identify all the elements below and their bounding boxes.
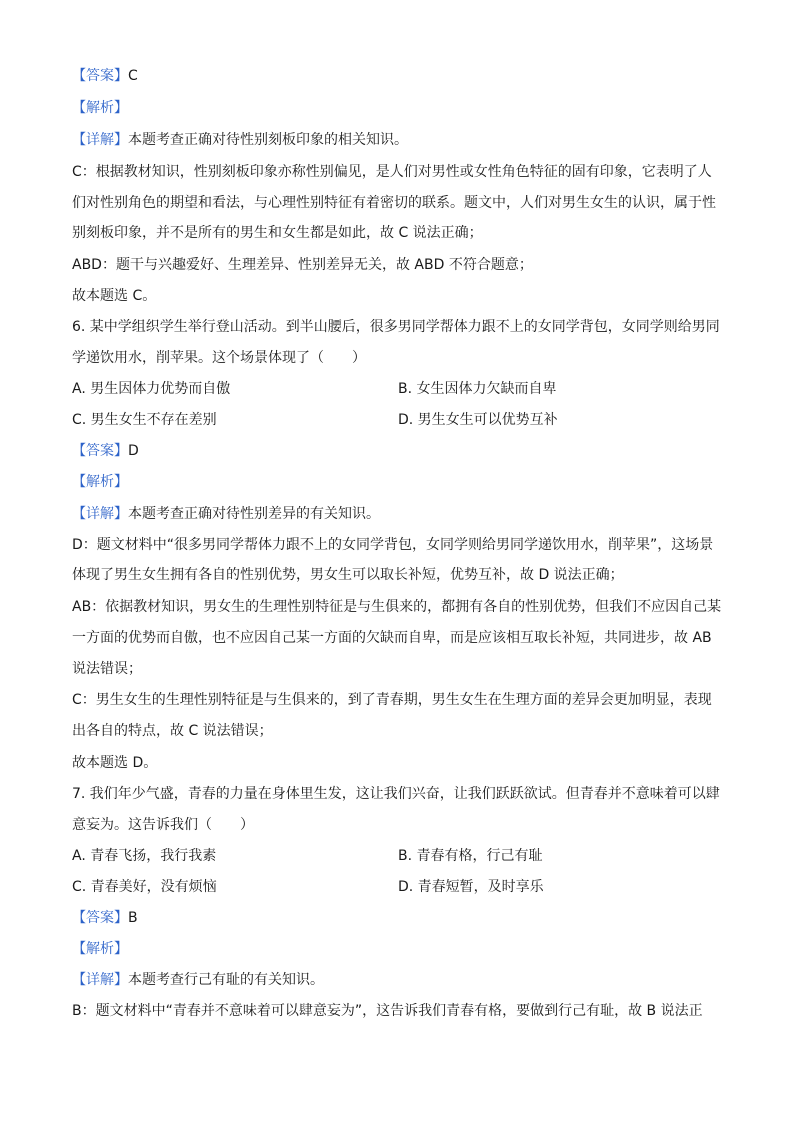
q7-stem-line: 意妄为。这告诉我们（ ） bbox=[72, 817, 254, 833]
q7-option-d: D. 青春短暂，及时享乐 bbox=[398, 879, 544, 895]
q6-option-d: D. 男生女生可以优势互补 bbox=[398, 412, 558, 428]
answer-value: D bbox=[128, 443, 139, 459]
q7-option-b: B. 青春有格，行己有耻 bbox=[398, 848, 543, 864]
q6-option-b: B. 女生因体力欠缺而自卑 bbox=[398, 381, 557, 397]
q5-text-line: 们对性别角色的期望和看法，与心理性别特征有着密切的联系。题文中，人们对男生女生的认识，属于性 bbox=[72, 195, 716, 211]
q6-text-line: AB：依据教材知识，男女生的生理性别特征是与生俱来的，都拥有各自的性别优势，但我们不应因自己某 bbox=[72, 599, 722, 615]
q6-stem-line: 6. 某中学组织学生举行登山活动。到半山腰后，很多男同学帮体力跟不上的女同学背包，女同学则给男同 bbox=[72, 319, 720, 335]
answer-tag: 【答案】 bbox=[72, 443, 128, 459]
answer-tag: 【答案】 bbox=[72, 68, 128, 84]
q6-analysis-line bbox=[72, 472, 128, 492]
answer-value: C bbox=[128, 68, 138, 84]
analysis-tag: 【解析】 bbox=[72, 474, 128, 490]
detail-tag: 【详解】 bbox=[72, 132, 128, 148]
q7-detail-line bbox=[72, 970, 324, 990]
q6-option-a: A. 男生因体力优势而自傲 bbox=[72, 381, 231, 397]
q5-answer-line bbox=[72, 66, 138, 86]
q7-stem-line: 7. 我们年少气盛，青春的力量在身体里生发，这让我们兴奋，让我们跃跃欲试。但青春并不意味着可以肆 bbox=[72, 786, 720, 802]
q6-detail-line bbox=[72, 504, 380, 524]
q6-text-line: 故本题选 D。 bbox=[72, 755, 158, 771]
answer-tag: 【答案】 bbox=[72, 910, 128, 926]
q5-text-line: 别刻板印象，并不是所有的男生和女生都是如此，故 C 说法正确； bbox=[72, 225, 483, 241]
q6-option-c: C. 男生女生不存在差别 bbox=[72, 412, 217, 428]
q6-text-line: 体现了男生女生拥有各自的性别优势，男女生可以取长补短，优势互补，故 D 说法正确； bbox=[72, 567, 624, 583]
q7-answer-line bbox=[72, 908, 138, 928]
q5-detail-line bbox=[72, 130, 408, 150]
q6-text-line: 说法错误； bbox=[72, 661, 142, 677]
q5-analysis-line bbox=[72, 98, 128, 118]
q6-text-line: D：题文材料中“很多男同学帮体力跟不上的女同学背包，女同学则给男同学递饮用水，削苹果”，这场景 bbox=[72, 537, 714, 553]
q7-option-a: A. 青春飞扬，我行我素 bbox=[72, 848, 217, 864]
detail-intro: 本题考查正确对待性别差异的有关知识。 bbox=[128, 506, 380, 522]
q6-text-line: 出各自的特点，故 C 说法错误； bbox=[72, 723, 273, 739]
q6-stem-line: 学递饮用水，削苹果。这个场景体现了（ ） bbox=[72, 350, 366, 366]
analysis-tag: 【解析】 bbox=[72, 941, 128, 957]
detail-tag: 【详解】 bbox=[72, 972, 128, 988]
answer-value: B bbox=[128, 910, 138, 926]
q7-option-c: C. 青春美好，没有烦恼 bbox=[72, 879, 217, 895]
q5-text-line: ABD：题干与兴趣爱好、生理差异、性别差异无关，故 ABD 不符合题意； bbox=[72, 257, 533, 273]
detail-intro: 本题考查正确对待性别刻板印象的相关知识。 bbox=[128, 132, 408, 148]
detail-tag: 【详解】 bbox=[72, 506, 128, 522]
q7-text-line: B：题文材料中“青春并不意味着可以肆意妄为”，这告诉我们青春有格，要做到行己有耻，故 B 说法正 bbox=[72, 1003, 703, 1019]
detail-intro: 本题考查行己有耻的有关知识。 bbox=[128, 972, 324, 988]
q6-text-line: 一方面的优势而自傲，也不应因自己某一方面的欠缺而自卑，而是应该相互取长补短，共同进步，故 AB bbox=[72, 630, 712, 646]
q5-text-line: 故本题选 C。 bbox=[72, 288, 157, 304]
q6-text-line: C：男生女生的生理性别特征是与生俱来的，到了青春期，男生女生在生理方面的差异会更加明显，表现 bbox=[72, 692, 712, 708]
q6-answer-line bbox=[72, 441, 139, 461]
q5-text-line: C：根据教材知识，性别刻板印象亦称性别偏见，是人们对男性或女性角色特征的固有印象，它表明了人 bbox=[72, 164, 712, 180]
q7-analysis-line bbox=[72, 939, 128, 959]
analysis-tag: 【解析】 bbox=[72, 100, 128, 116]
